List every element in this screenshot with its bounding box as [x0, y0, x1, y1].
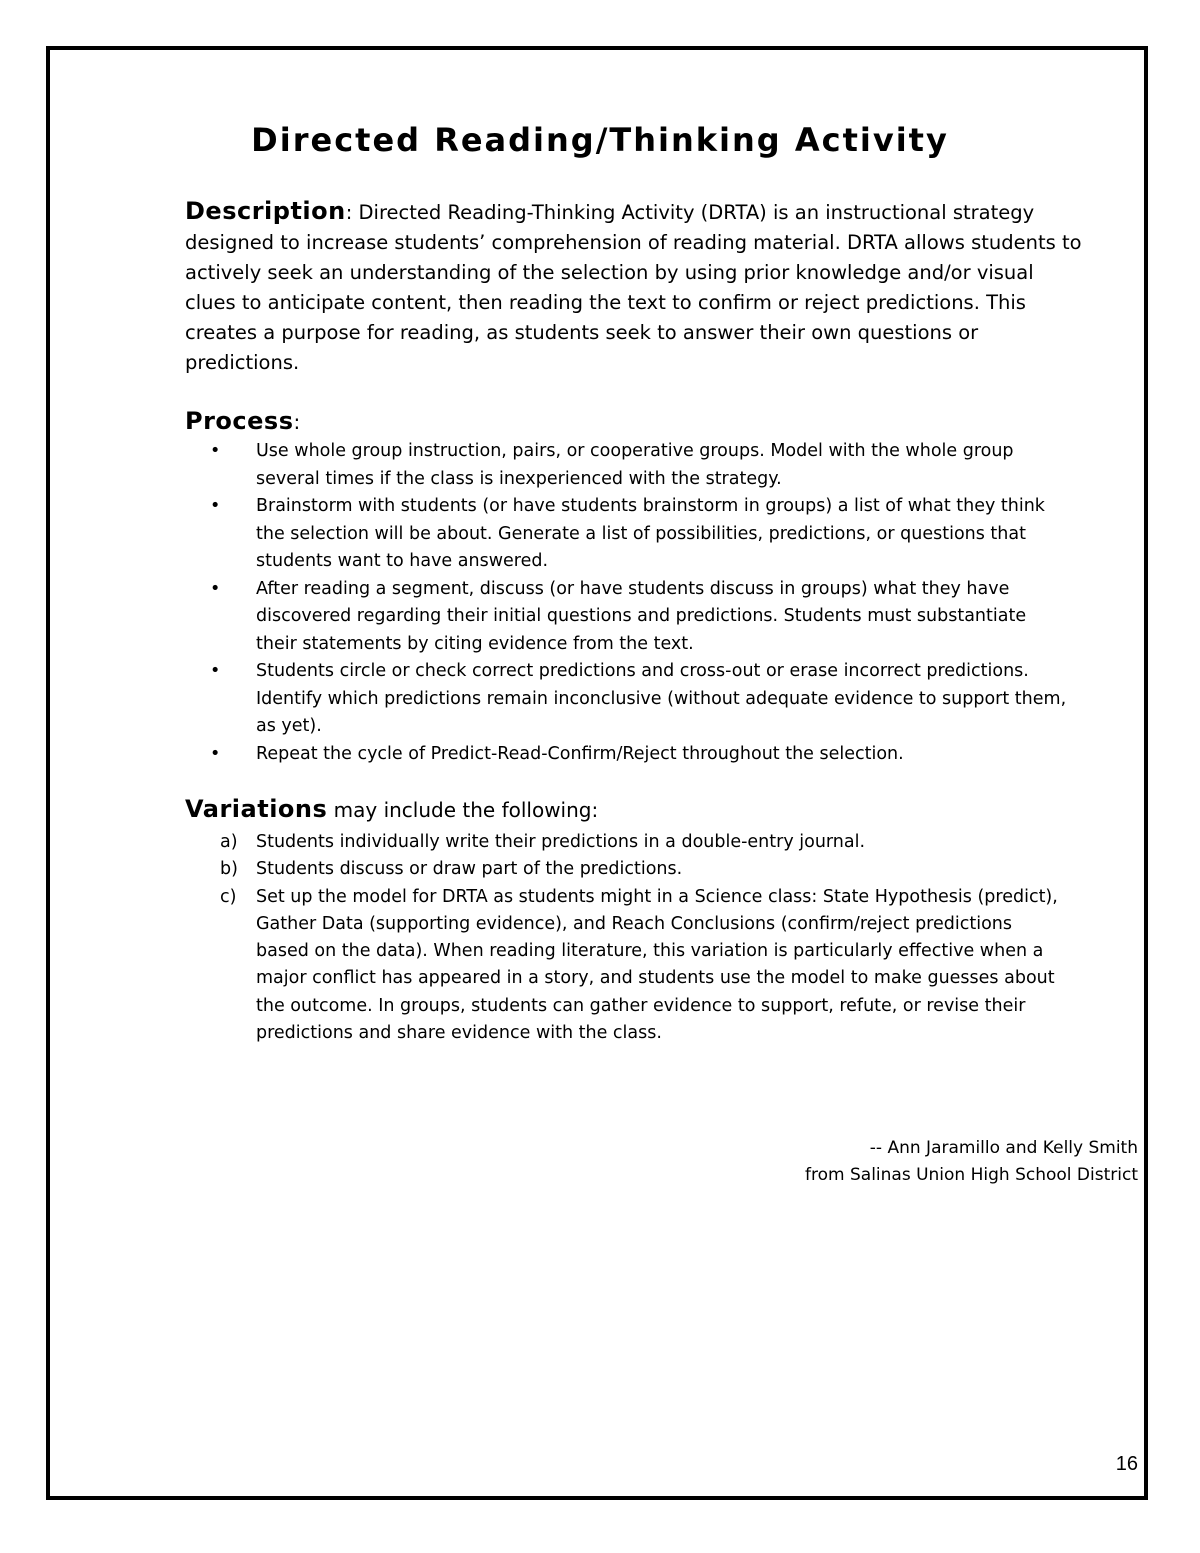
attribution	[805, 1135, 1138, 1189]
process-item	[210, 741, 1070, 769]
process-item-text: After reading a segment, discuss (or have students discuss in groups) what they have discovered regarding their initial questions and predictions. Students must substantiate their statements by citing evidence from the text.	[256, 578, 1027, 654]
variation-marker: c)	[220, 886, 237, 907]
bullet-icon: •	[210, 496, 221, 516]
process-list	[210, 438, 1070, 768]
process-item	[210, 438, 1070, 493]
attribution-authors: -- Ann Jaramillo and Kelly Smith	[869, 1138, 1138, 1158]
process-item-text: Repeat the cycle of Predict-Read-Confirm/Reject throughout the selection.	[256, 743, 904, 764]
process-item-text: Brainstorm with students (or have students brainstorm in groups) a list of what they think the selection will be about. Generate a list of possibilities, predictions, or questions that students want to have answered.	[256, 496, 1045, 571]
process-item	[210, 576, 1070, 659]
process-separator: :	[293, 410, 301, 434]
description-label: Description	[185, 197, 346, 225]
description-separator: :	[345, 201, 353, 224]
process-item-text: Use whole group instruction, pairs, or cooperative groups. Model with the whole group several times if the class is inexperienced with the strategy.	[256, 441, 1014, 489]
page-number: 16	[1115, 1453, 1138, 1475]
page-title: Directed Reading/Thinking Activity	[251, 121, 949, 159]
variations-suffix: may include the following:	[327, 798, 599, 822]
variations-heading	[185, 794, 598, 825]
process-item-text: Students circle or check correct predictions and cross-out or erase incorrect predictions. Identify which predictions remain inconclusive (without adequate evidence to support them, as yet).	[256, 661, 1067, 736]
process-label: Process	[185, 407, 294, 435]
bullet-icon: •	[210, 743, 221, 764]
variation-item	[210, 829, 1070, 856]
attribution-source: from Salinas Union High School District	[805, 1165, 1138, 1185]
process-item	[210, 658, 1070, 741]
process-item	[210, 493, 1070, 576]
variation-marker: b)	[220, 859, 238, 880]
process-heading	[185, 406, 300, 437]
description-paragraph	[185, 196, 1085, 378]
bullet-icon: •	[210, 578, 221, 599]
description-text: Directed Reading-Thinking Activity (DRTA) is an instructional strategy designed to increase students’ comprehension of reading material. DRTA allows students to actively seek an understanding of the selection by using prior knowledge and/or visual clues to anticipate content, then reading the text to confirm or reject predictions. This creates a purpose for reading, as students seek to answer their own questions or predictions.	[185, 201, 1082, 374]
variation-text: Set up the model for DRTA as students might in a Science class: State Hypothesis (predict), Gather Data (supporting evidence), and Reach Conclusions (confirm/reject predictions based on the data). When reading literature, this variation is particularly effective when a major conflict has appeared in a story, and students use the model to make guesses about the outcome. In groups, students can gather evidence to support, refute, or revise their predictions and share evidence with the class.	[256, 886, 1058, 1044]
variation-item	[210, 856, 1070, 883]
variation-marker: a)	[220, 832, 238, 852]
variations-list	[210, 829, 1070, 1047]
variation-text: Students discuss or draw part of the predictions.	[256, 859, 683, 880]
variation-item	[210, 884, 1070, 1048]
variations-label: Variations	[185, 795, 328, 823]
bullet-icon: •	[210, 441, 221, 461]
variation-text: Students individually write their predictions in a double-entry journal.	[256, 832, 866, 852]
bullet-icon: •	[210, 661, 221, 681]
